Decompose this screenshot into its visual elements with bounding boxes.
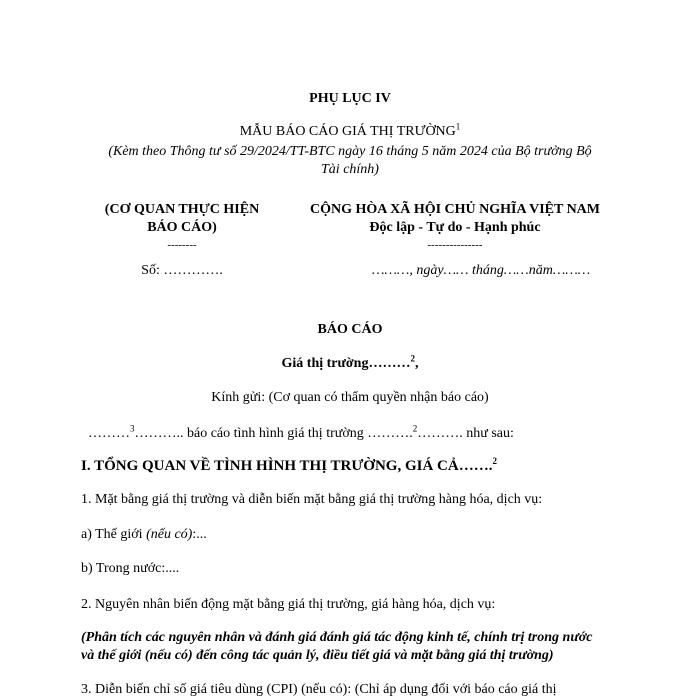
item-1a-label: a) Thế giới <box>81 527 147 542</box>
item-1a <box>81 526 207 544</box>
agency-name-line1: (CƠ QUAN THỰC HIỆN <box>104 202 260 217</box>
footnote-ref: 2 <box>412 423 418 434</box>
item-2-note-line2: và thế giới (nếu có) đến công tác quản lý, điều tiết giá và mặt bằng giá thị trường) <box>81 648 554 663</box>
item-2: 2. Nguyên nhân biến động mặt bằng giá thị trường, giá hàng hóa, dịch vụ: <box>81 597 496 612</box>
attach-note-line2: Tài chính) <box>321 162 379 177</box>
form-title-text: MẪU BÁO CÁO GIÁ THỊ TRƯỜNG <box>239 124 456 139</box>
item-1b: b) Trong nước:.... <box>81 561 180 576</box>
left-divider: -------- <box>167 239 197 251</box>
document-date <box>372 262 590 280</box>
report-title: BÁO CÁO <box>317 322 383 337</box>
intro-a: ……… <box>88 426 130 441</box>
appendix-title: PHỤ LỤC IV <box>309 91 391 106</box>
attach-note-line1: (Kèm theo Thông tư số 29/2024/TT-BTC ngày 16 tháng 5 năm 2024 của Bộ trưởng Bộ <box>108 144 592 159</box>
national-motto: Độc lập - Tự do - Hạnh phúc <box>369 220 541 235</box>
item-2-note-line1: (Phân tích các nguyên nhân và đánh giá đánh giá tác động kinh tế, chính trị trong nước <box>81 630 593 645</box>
item-3: 3. Diễn biến chỉ số giá tiêu dùng (CPI) (nếu có): (Chỉ áp dụng đối với báo cáo giá thị <box>81 682 557 697</box>
national-title: CỘNG HÒA XÃ HỘI CHỦ NGHĨA VIỆT NAM <box>309 202 600 217</box>
item-1: 1. Mặt bằng giá thị trường và diễn biến mặt bằng giá thị trường hàng hóa, dịch vụ: <box>81 492 543 507</box>
intro-paragraph <box>88 425 514 443</box>
section-heading <box>81 457 497 475</box>
intro-c: ………. như sau: <box>417 426 514 441</box>
form-title <box>0 123 700 141</box>
section-heading-text: I. TỔNG QUAN VỀ TÌNH HÌNH THỊ TRƯỜNG, GIÁ CẢ……. <box>81 458 493 474</box>
recipient-line: Kính gửi: (Cơ quan có thẩm quyền nhận báo cáo) <box>211 390 489 405</box>
footnote-ref: 2 <box>410 353 415 364</box>
footnote-ref: 3 <box>130 423 135 434</box>
date-place: ………, <box>372 263 417 278</box>
footnote-ref: 2 <box>492 456 497 466</box>
subject-text: Giá thị trường……… <box>281 356 411 371</box>
intro-b: ……….. báo cáo tình hình giá thị trường ………. <box>134 426 413 441</box>
document-number: Số: …………. <box>141 263 223 278</box>
subject-suffix: , <box>414 356 419 371</box>
report-subject <box>0 355 700 373</box>
agency-name-line2: BÁO CÁO) <box>147 220 217 235</box>
item-1a-note: (nếu có) <box>146 527 193 542</box>
footnote-ref: 1 <box>455 121 461 132</box>
date-value: ngày…… tháng……năm……… <box>416 263 591 278</box>
item-1a-rest: :... <box>192 527 207 542</box>
right-divider: --------------- <box>427 239 483 251</box>
